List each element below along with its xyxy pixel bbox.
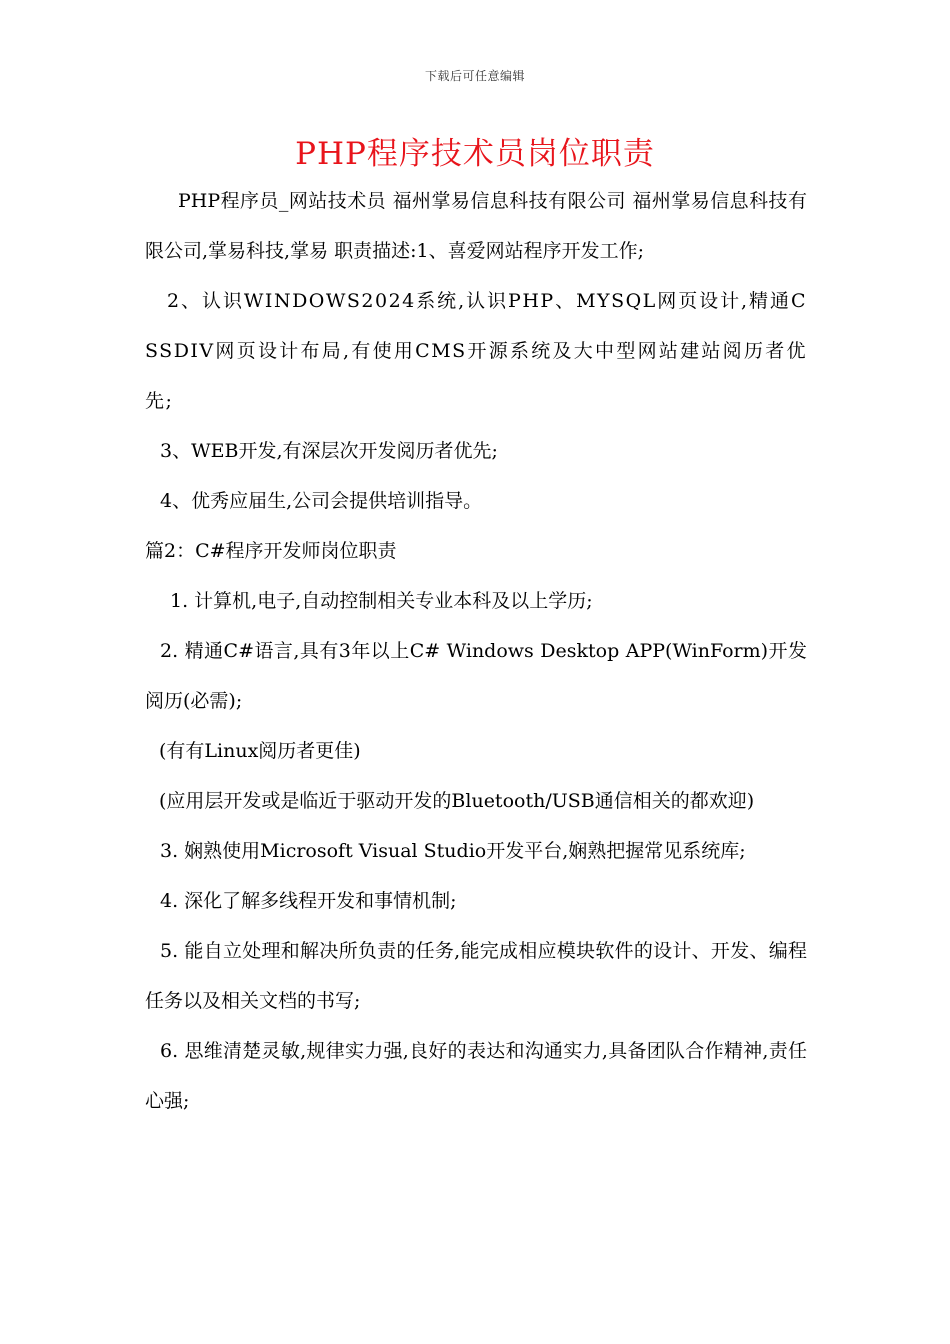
paragraph-item-3: 3、WEB开发,有深层次开发阅历者优先; [160, 440, 498, 462]
paragraph-note-linux: (有有Linux阅历者更佳) [159, 740, 361, 762]
paragraph-req-1: 1. 计算机,电子,自动控制相关专业本科及以上学历; [170, 590, 593, 612]
paragraph-item-2: 2、认识WINDOWS2024系统,认识PHP、MYSQL网页设计,精通CSSDIV网页设计布局,有使用CMS开源系统及大中型网站建站阅历者优先; [145, 290, 807, 412]
document-body [145, 176, 807, 1126]
document-title: PHP程序技术员岗位职责 [295, 136, 655, 172]
section-heading: 篇2：C#程序开发师岗位职责 [145, 540, 397, 562]
paragraph-req-4: 4. 深化了解多线程开发和事情机制; [160, 890, 457, 912]
header-note: 下载后可任意编辑 [424, 69, 525, 83]
paragraph-item-4: 4、优秀应届生,公司会提供培训指导。 [160, 490, 483, 512]
paragraph-req-2: 2. 精通C#语言,具有3年以上C# Windows Desktop APP(WinForm)开发阅历(必需); [145, 640, 807, 712]
paragraph-req-6: 6. 思维清楚灵敏,规律实力强,良好的表达和沟通实力,具备团队合作精神,责任心强; [145, 1040, 807, 1112]
paragraph-intro: PHP程序员_网站技术员 福州掌易信息科技有限公司 福州掌易信息科技有限公司,掌易科技,掌易 职责描述:1、喜爱网站程序开发工作; [145, 190, 807, 262]
paragraph-req-5: 5. 能自立处理和解决所负责的任务,能完成相应模块软件的设计、开发、编程任务以及相关文档的书写; [145, 940, 807, 1012]
paragraph-note-bluetooth: (应用层开发或是临近于驱动开发的Bluetooth/USB通信相关的都欢迎) [159, 790, 755, 812]
paragraph-req-3: 3. 娴熟使用Microsoft Visual Studio开发平台,娴熟把握常见系统库; [160, 840, 746, 862]
